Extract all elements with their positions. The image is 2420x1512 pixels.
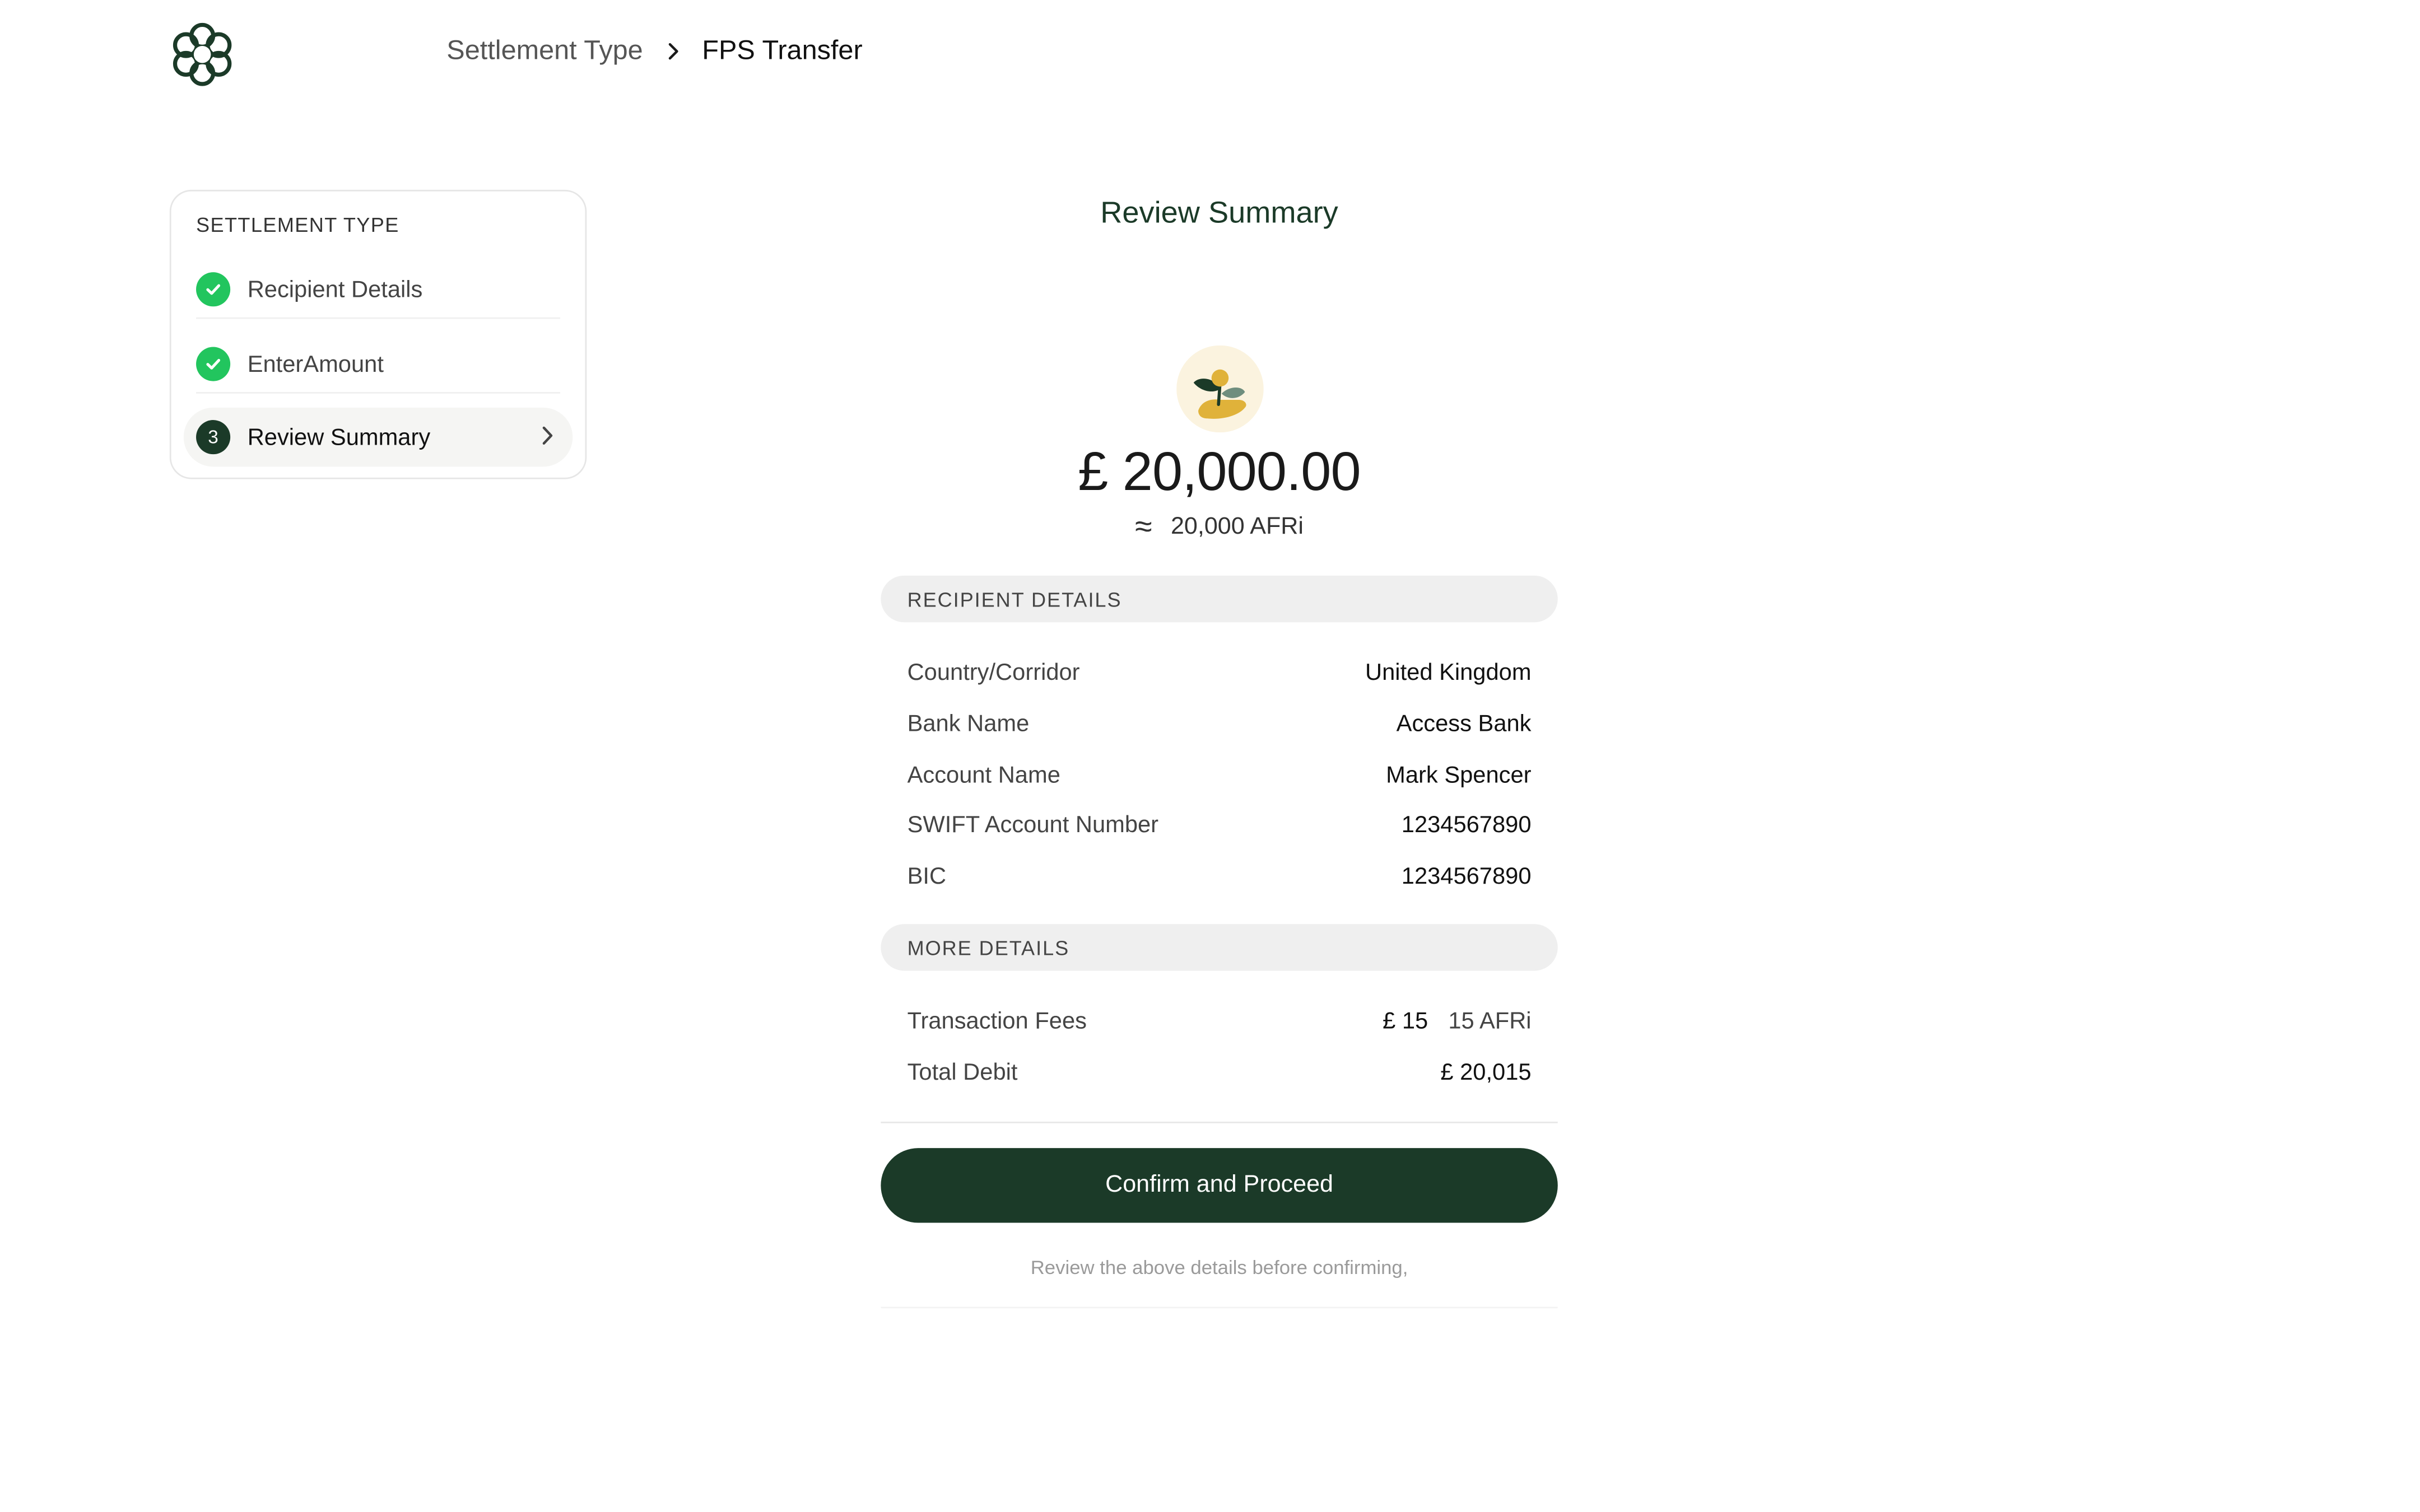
breadcrumb-current: FPS Transfer [702, 34, 863, 66]
more-details-header: MORE DETAILS [881, 924, 1557, 970]
step-label: Review Summary [247, 424, 431, 451]
breadcrumb-parent[interactable]: Settlement Type [446, 34, 643, 66]
row-label: Account Name [907, 761, 1060, 788]
plant-hand-icon [1176, 346, 1264, 433]
chevron-right-icon [542, 424, 554, 452]
divider [881, 1122, 1557, 1123]
step-review-summary[interactable] [184, 408, 573, 467]
row-value: 1234567890 [1401, 811, 1532, 838]
confirm-and-proceed-button[interactable]: Confirm and Proceed [881, 1148, 1557, 1222]
sidebar-title: SETTLEMENT TYPE [196, 213, 399, 237]
step-number-badge: 3 [196, 420, 230, 454]
detail-row-total-debit [908, 1054, 1532, 1089]
row-label: Total Debit [907, 1058, 1018, 1085]
row-label: SWIFT Account Number [907, 811, 1159, 838]
card-bottom-edge [881, 1307, 1557, 1312]
brand-logo-icon[interactable] [166, 18, 238, 90]
check-circle-icon [196, 347, 230, 381]
fees-fiat: £ 15 [1383, 1007, 1428, 1034]
converted-amount [881, 512, 1557, 543]
detail-row-bic [908, 858, 1532, 893]
detail-row-transaction-fees [908, 1004, 1532, 1038]
fees-crypto: 15 AFRi [1448, 1007, 1532, 1034]
row-label: BIC [907, 862, 947, 889]
fees-values [1383, 1007, 1531, 1034]
step-label: Recipient Details [247, 276, 423, 303]
converted-amount-value: 20,000 AFRi [1170, 513, 1304, 540]
row-value: Mark Spencer [1386, 761, 1532, 788]
check-circle-icon [196, 272, 230, 306]
detail-row-bank-name [908, 706, 1532, 740]
recipient-details-header: RECIPIENT DETAILS [881, 576, 1557, 622]
row-label: Country/Corridor [907, 659, 1080, 685]
page-title: Review Summary [1100, 196, 1338, 231]
step-recipient-details[interactable] [196, 262, 560, 319]
row-value: £ 20,015 [1440, 1058, 1532, 1085]
detail-row-account-name [908, 758, 1532, 792]
row-value: 1234567890 [1401, 862, 1532, 889]
row-label: Transaction Fees [907, 1007, 1087, 1034]
breadcrumb [446, 34, 862, 67]
confirm-note: Review the above details before confirming, [1030, 1257, 1408, 1279]
detail-row-country [908, 655, 1532, 689]
transfer-amount: £ 20,000.00 [1078, 441, 1361, 503]
step-enter-amount[interactable] [196, 336, 560, 394]
settlement-steps-panel [170, 190, 587, 479]
row-value: United Kingdom [1365, 659, 1532, 685]
detail-row-swift-number [908, 808, 1532, 842]
row-value: Access Bank [1396, 710, 1532, 737]
chevron-right-icon [668, 41, 680, 60]
row-label: Bank Name [907, 710, 1030, 737]
approx-icon: ≈ [1135, 510, 1152, 545]
step-label: EnterAmount [247, 351, 384, 377]
